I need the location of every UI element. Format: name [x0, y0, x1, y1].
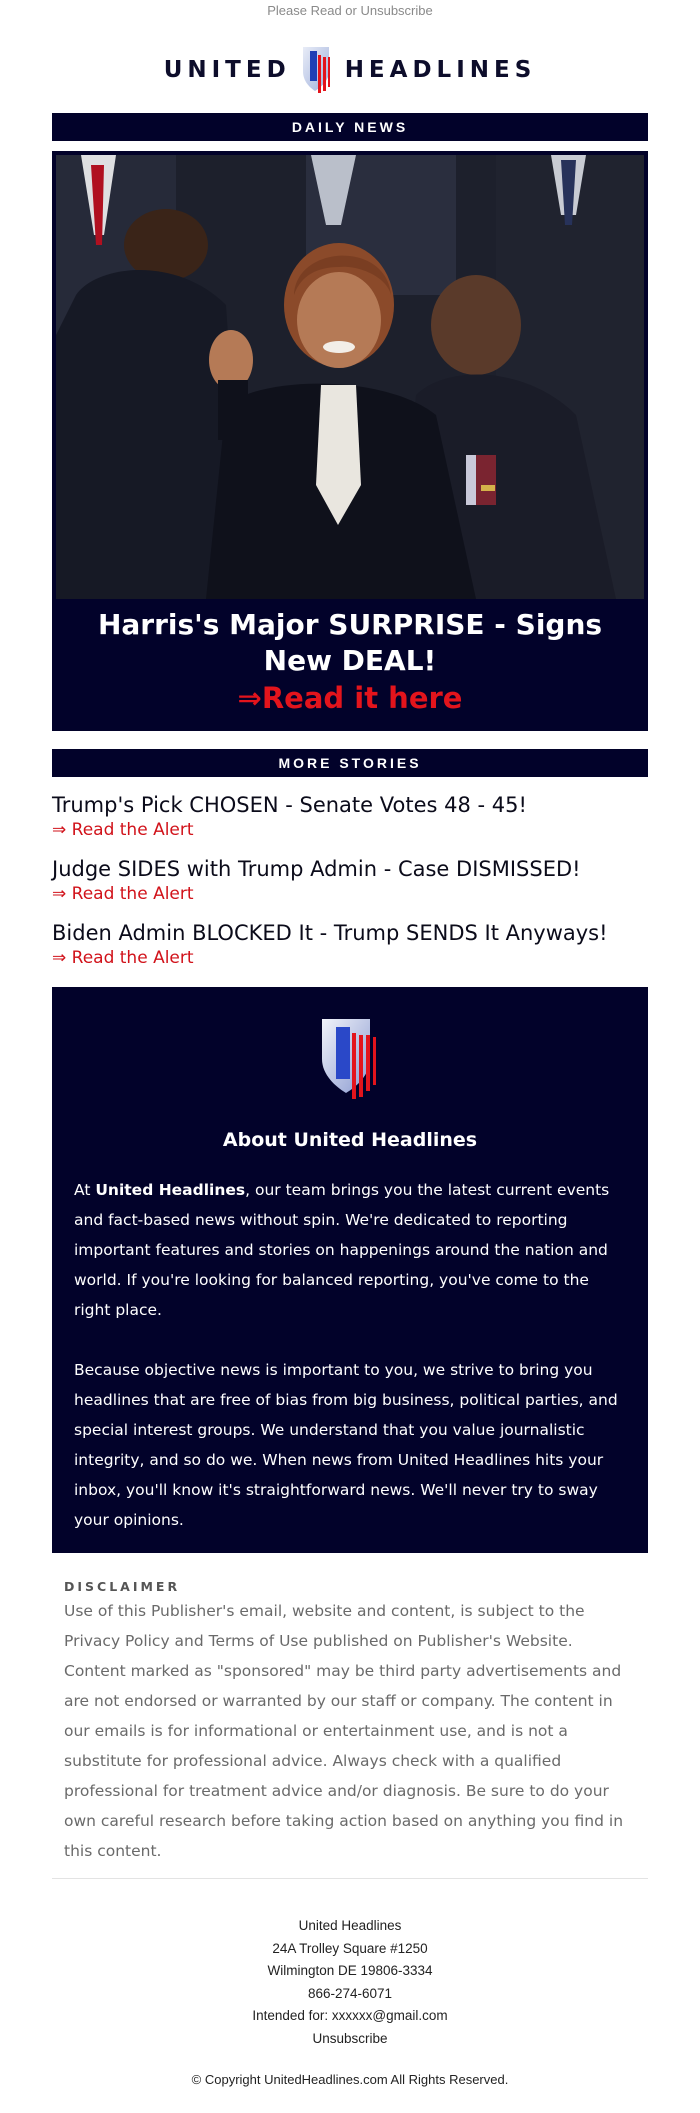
- disclaimer-section: [52, 1553, 648, 1866]
- about-section: [52, 987, 648, 1553]
- divider: [52, 1878, 648, 1879]
- disclaimer-body: Use of this Publisher's email, website and content, is subject to the Privacy Policy and Terms of Use published on Publisher's Website. Content marked as "sponsored" may be third party advertisements and are not endorsed or warranted by our staff or company. The content in our emails is for informational or entertainment use, and is not a substitute for professional advice. Always check with a qualified professional for treatment advice and/or diagnosis. Be sure to do your own careful research before taking action based on anything you find in this content.: [64, 1602, 624, 1860]
- story-read-alert-link[interactable]: ⇒ Read the Alert: [52, 820, 194, 840]
- shield-logo-icon: [318, 1015, 382, 1101]
- story-item: [52, 919, 648, 969]
- story-title[interactable]: Biden Admin BLOCKED It - Trump SENDS It Anyways!: [52, 921, 608, 945]
- hero-read-link[interactable]: ⇒Read it here: [237, 681, 463, 715]
- preheader-link[interactable]: Please Read or Unsubscribe: [267, 3, 433, 18]
- email-container: [52, 0, 648, 2087]
- copyright: © Copyright UnitedHeadlines.com All Rights Reserved.: [191, 2072, 509, 2087]
- about-paragraph-1: At United Headlines, our team brings you the latest current events and fact-based news without spin. We're dedicated to reporting important features and stories on happenings around the nation and world. If you're looking for balanced reporting, you've come to the right place.: [74, 1181, 610, 1319]
- story-read-alert-link[interactable]: ⇒ Read the Alert: [52, 884, 194, 904]
- about-title: About United Headlines: [222, 1129, 478, 1151]
- story-item: [52, 855, 648, 905]
- unsubscribe-link[interactable]: Unsubscribe: [312, 2030, 388, 2046]
- daily-news-bar: DAILY NEWS: [52, 113, 648, 141]
- story-title[interactable]: Trump's Pick CHOSEN - Senate Votes 48 - 45!: [52, 793, 527, 817]
- footer-address-line-1: 24A Trolley Square #1250: [272, 1940, 428, 1956]
- brand-name: United Headlines: [95, 1181, 246, 1199]
- story-title[interactable]: Judge SIDES with Trump Admin - Case DISMISSED!: [52, 857, 581, 881]
- hero-photo[interactable]: [56, 155, 644, 599]
- more-stories-bar: MORE STORIES: [52, 749, 648, 777]
- logo[interactable]: [52, 42, 648, 98]
- story-read-alert-link[interactable]: ⇒ Read the Alert: [52, 948, 194, 968]
- disclaimer-heading: DISCLAIMER: [64, 1579, 181, 1594]
- story-item: [52, 791, 648, 841]
- preheader: [52, 0, 648, 22]
- hero-card[interactable]: [52, 151, 648, 731]
- footer-phone: 866-274-6071: [307, 1985, 393, 2001]
- footer-company: United Headlines: [298, 1918, 402, 1933]
- footer-address-line-2: Wilmington DE 19806-3334: [267, 1963, 433, 1978]
- logo-text-left: UNITED: [163, 57, 291, 83]
- footer-intended-for: Intended for: xxxxxx@gmail.com: [252, 2008, 448, 2023]
- hero-headline[interactable]: Harris's Major SURPRISE - Signs New DEAL!: [97, 608, 603, 677]
- about-paragraph-2: Because objective news is important to you, we strive to bring you headlines that are free of bias from big business, political parties, and special interest groups. We understand that you value journalistic integrity, and so do we. When news from United Headlines hits your inbox, you'll know it's straightforward news. We'll never try to sway your opinions.: [74, 1361, 618, 1529]
- hero-photo-illustration: [56, 155, 644, 599]
- shield-logo-icon: [301, 45, 335, 95]
- logo-text-right: HEADLINES: [344, 57, 537, 83]
- footer: [52, 1915, 648, 2050]
